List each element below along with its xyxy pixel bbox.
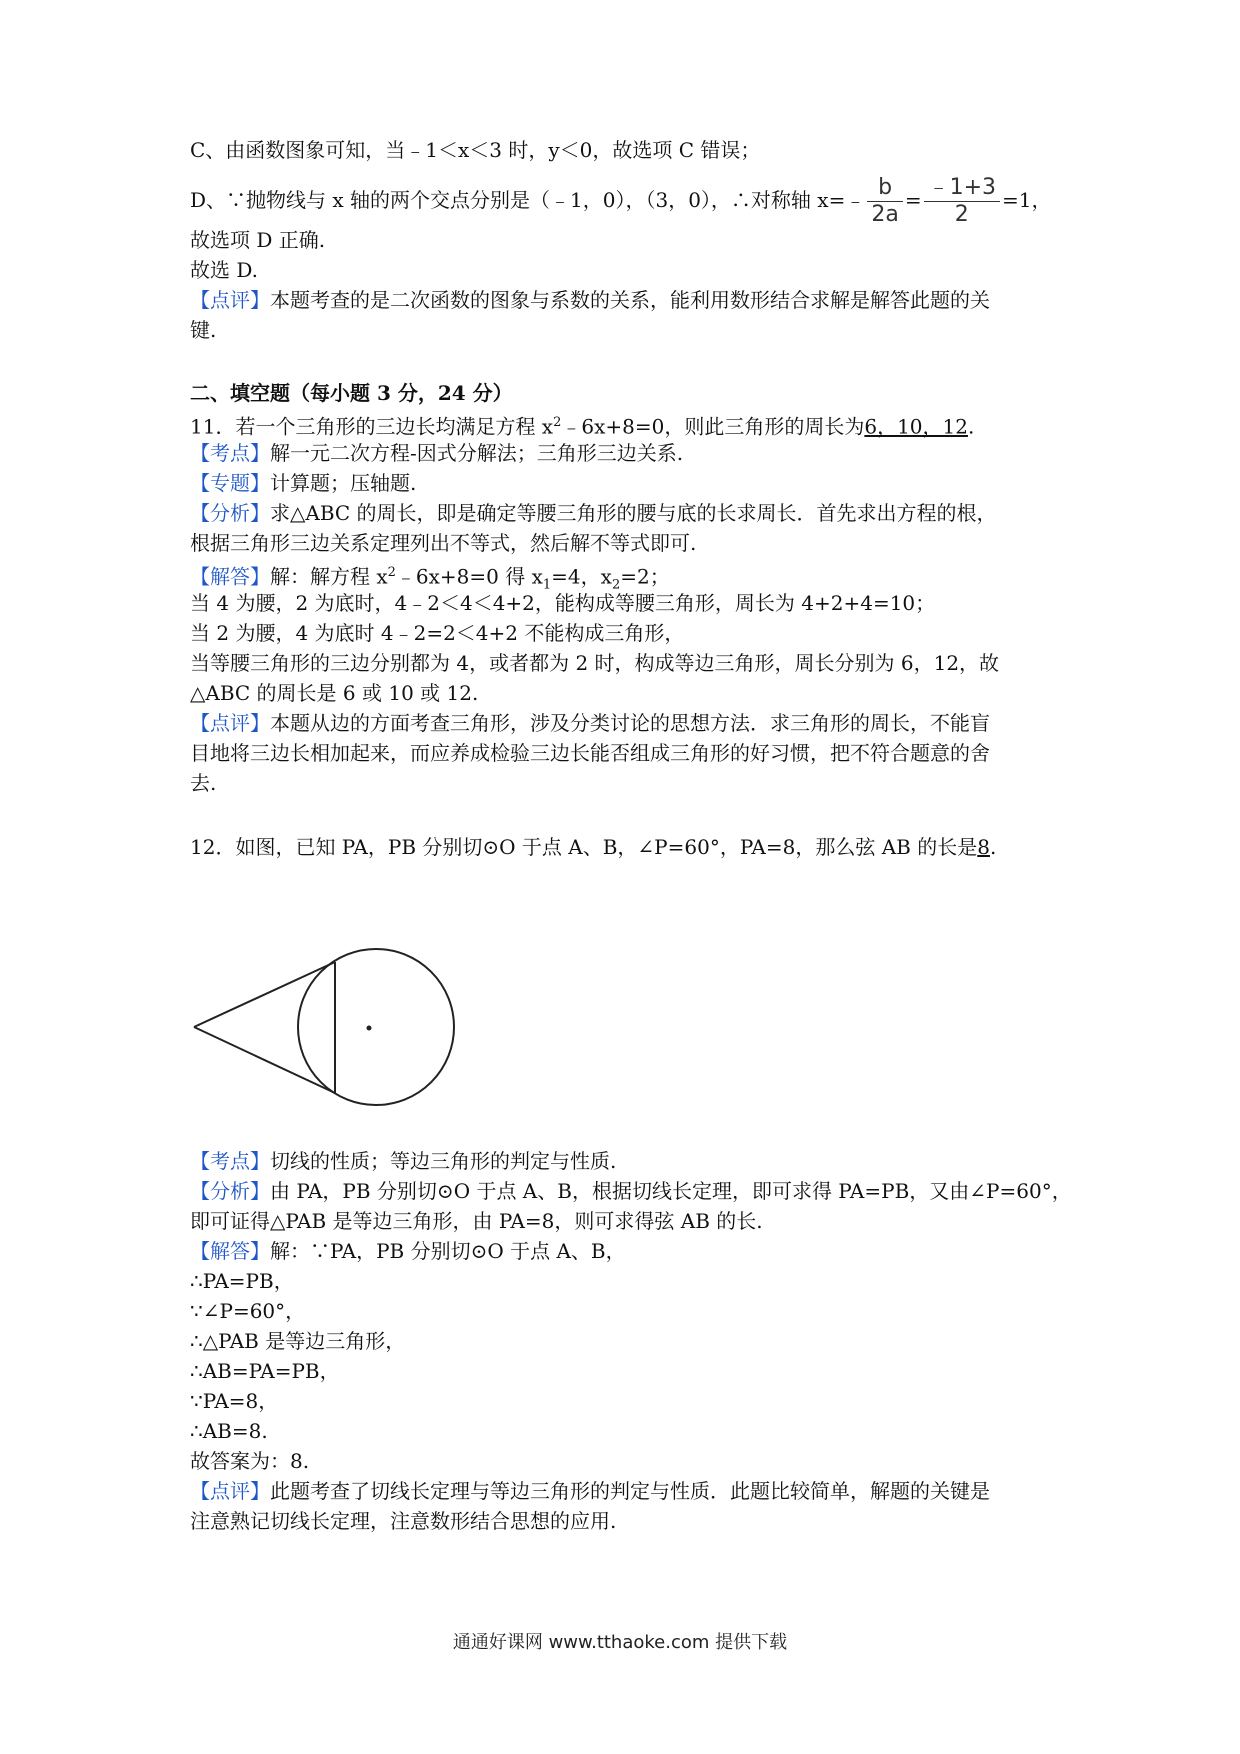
solution-11-step4: △ABC 的周长是 6 或 10 或 12.: [190, 681, 479, 705]
answer-choice: 故选 D.: [190, 258, 259, 282]
tangent-pb: [194, 1027, 335, 1093]
tangent-pa: [194, 962, 335, 1027]
solution-11-step3: 当等腰三角形的三边分别都为 4，或者都为 2 时，构成等边三角形，周长分别为 6，12，故: [190, 651, 1000, 675]
solution-12-step4: ∴AB=PA=PB，: [190, 1359, 340, 1383]
jieda-12: 【解答】解：∵PA，PB 分别切⊙O 于点 A、B，: [190, 1239, 626, 1263]
solution-12-step6: ∴AB=8.: [190, 1419, 268, 1443]
page-footer: 通通好课网 www.tthaoke.com 提供下载: [452, 1632, 788, 1653]
fraction-axis-value: $\frac{﹣1+3}{2}$: [924, 175, 1000, 228]
zhuanti-11: 【专题】计算题；压轴题.: [190, 471, 417, 495]
fenxi-11-line1: 【分析】求△ABC 的周长，即是确定等腰三角形的腰与底的长求周长．首先求出方程的根，: [190, 501, 997, 525]
option-c-line: C、由函数图象可知，当﹣1＜x＜3 时，y＜0，故选项 C 错误；: [190, 138, 761, 162]
solution-11-step2: 当 2 为腰，4 为底时 4﹣2=2＜4+2 不能构成三角形，: [190, 621, 685, 645]
solution-12-step7: 故答案为：8.: [190, 1449, 310, 1473]
option-d-conclusion: 故选项 D 正确.: [190, 228, 326, 252]
tangent-circle-figure: [186, 935, 476, 1125]
center-point-o: [367, 1026, 372, 1031]
question-12: 12．如图，已知 PA，PB 分别切⊙O 于点 A、B，∠P=60°，PA=8，那么弦 AB 的长是8.: [190, 835, 997, 859]
solution-12-step3: ∴△PAB 是等边三角形，: [190, 1329, 406, 1353]
review-11-line3: 去.: [190, 771, 217, 795]
answer-12: 8: [977, 835, 990, 859]
solution-12-step1: ∴PA=PB，: [190, 1269, 294, 1293]
question-11: 11．若一个三角形的三边长均满足方程 $x^2﹣6x+8=0$，则此三角形的周长为6，10，12.: [190, 414, 975, 439]
option-d-line: D、∵抛物线与 x 轴的两个交点分别是（﹣1，0），（3，0），∴对称轴 x=﹣ $\frac{b}{2a}$ = $\frac{﹣1+3}{2}$ =1，: [190, 175, 1052, 227]
fenxi-12-line1: 【分析】由 PA，PB 分别切⊙O 于点 A、B，根据切线长定理，即可求得 PA=PB，又由∠P=60°，: [190, 1179, 1072, 1203]
kaodian-12: 【考点】切线的性质；等边三角形的判定与性质.: [190, 1149, 617, 1173]
fenxi-11-line2: 根据三角形三边关系定理列出不等式，然后解不等式即可.: [190, 531, 697, 555]
review-12-line2: 注意熟记切线长定理，注意数形结合思想的应用.: [190, 1509, 617, 1533]
answer-11: 6，10，12: [864, 414, 968, 439]
fraction-b-over-2a: $\frac{b}{2a}$: [867, 175, 902, 228]
review-10-line1: 【点评】本题考查的是二次函数的图象与系数的关系，能利用数形结合求解是解答此题的关: [190, 288, 990, 312]
solution-12-step5: ∵PA=8，: [190, 1389, 279, 1413]
jieda-11: 【解答】解：解方程 $x^2﹣6x+8=0$ 得 $x_1=4$，$x_2=2$；: [190, 564, 670, 593]
fenxi-12-line2: 即可证得△PAB 是等边三角形，由 PA=8，则可求得弦 AB 的长.: [190, 1209, 763, 1233]
kaodian-11: 【考点】解一元二次方程-因式分解法；三角形三边关系.: [190, 441, 684, 465]
review-10-line2: 键.: [190, 318, 217, 342]
circle-o: [298, 949, 454, 1105]
solution-12-step2: ∵∠P=60°，: [190, 1299, 306, 1323]
solution-11-step1: 当 4 为腰，2 为底时，4﹣2＜4＜4+2，能构成等腰三角形，周长为 4+2+4=10；: [190, 591, 936, 615]
review-11-line1: 【点评】本题从边的方面考查三角形，涉及分类讨论的思想方法．求三角形的周长，不能盲: [190, 711, 990, 735]
review-12-line1: 【点评】此题考查了切线长定理与等边三角形的判定与性质．此题比较简单，解题的关键是: [190, 1479, 990, 1503]
section-heading: 二、填空题（每小题 3 分，24 分）: [190, 381, 513, 405]
review-11-line2: 目地将三边长相加起来，而应养成检验三边长能否组成三角形的好习惯，把不符合题意的舍: [190, 741, 990, 765]
